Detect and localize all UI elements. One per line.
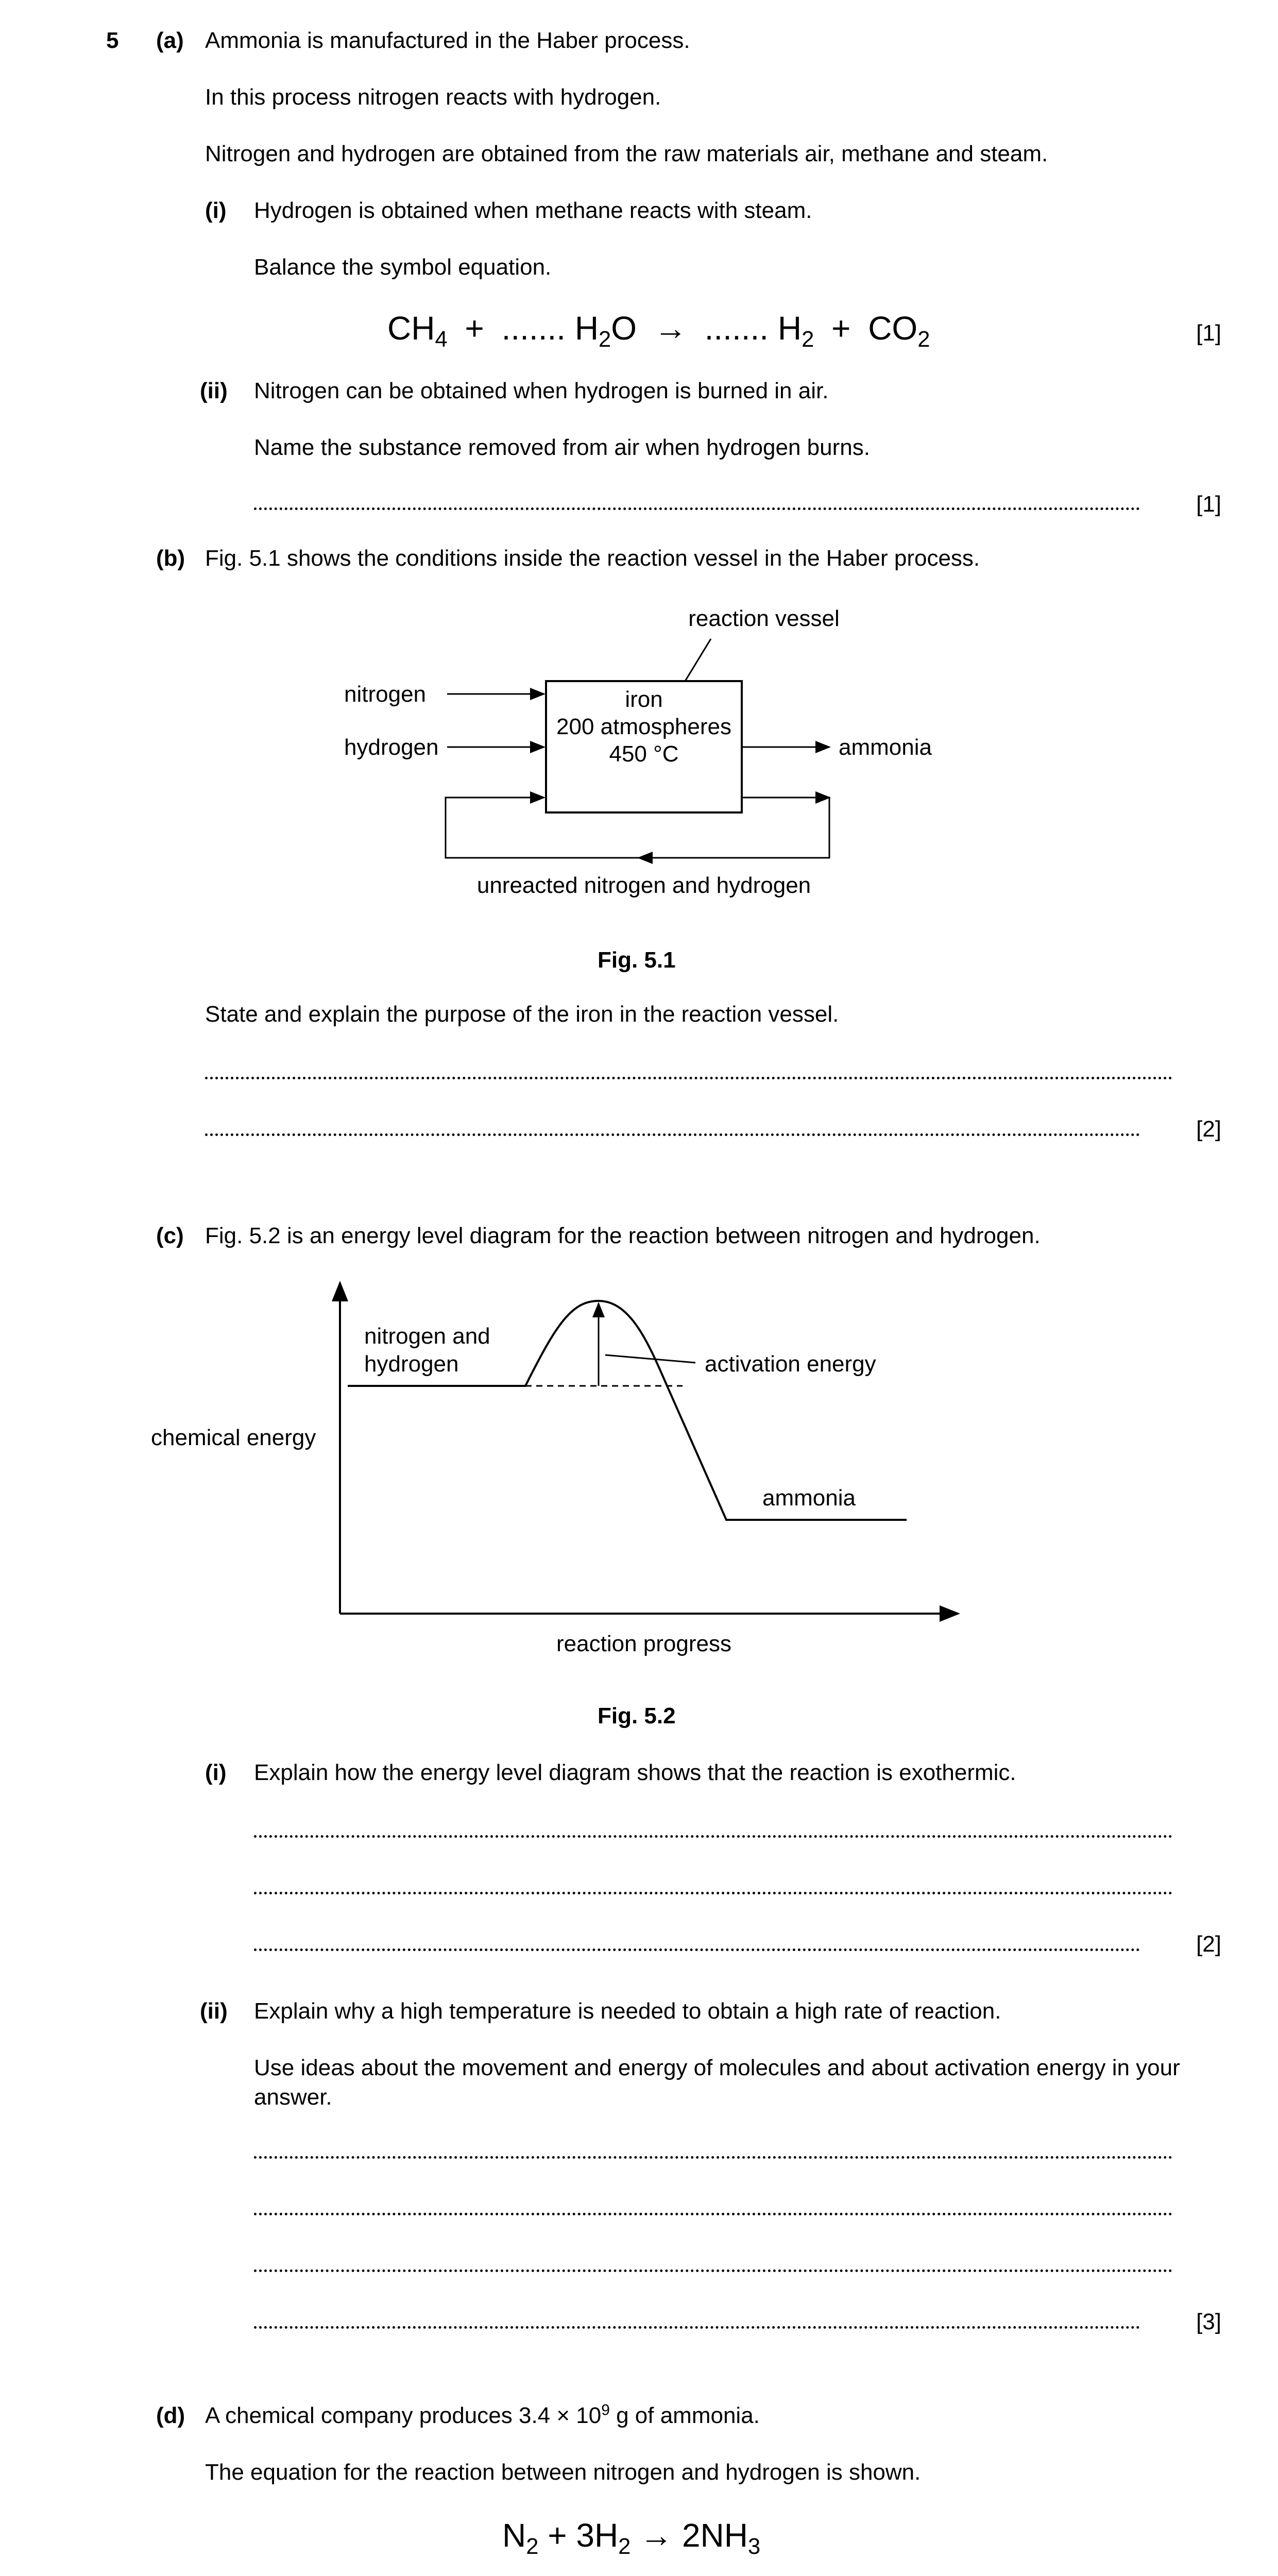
haber-equation: $N_2 + 3H_2 \to 2NH_3$ bbox=[502, 2517, 761, 2559]
activation-energy-label: activation energy bbox=[705, 1351, 876, 1377]
part-a-ii-marks: [1] bbox=[1196, 492, 1221, 517]
fig-5-2-caption: Fig. 5.2 bbox=[598, 1703, 676, 1728]
part-c-i-marks: [2] bbox=[1196, 1931, 1221, 1957]
answer-line[interactable] bbox=[254, 2156, 1172, 2159]
part-d-line2: The equation for the reaction between nitrogen and hydrogen is shown. bbox=[205, 2460, 921, 2485]
part-b-marks: [2] bbox=[1196, 1116, 1221, 1142]
part-c-ii-text: Explain why a high temperature is needed to obtain a high rate of reaction. bbox=[254, 1998, 1001, 2024]
reaction-vessel-label: reaction vessel bbox=[688, 606, 840, 631]
part-a-ii-instruction: Name the substance removed from air when hydrogen burns. bbox=[254, 435, 870, 460]
part-c-ii-marks: [3] bbox=[1196, 2309, 1221, 2334]
part-c-text: Fig. 5.2 is an energy level diagram for the reaction between nitrogen and hydrogen. bbox=[205, 1223, 1041, 1248]
part-a-ii-label: (ii) bbox=[200, 378, 228, 403]
part-a-line3: Nitrogen and hydrogen are obtained from the raw materials air, methane and steam. bbox=[205, 141, 1048, 166]
part-c-label: (c) bbox=[156, 1223, 184, 1248]
part-b-question: State and explain the purpose of the iron in the reaction vessel. bbox=[205, 1002, 839, 1027]
part-a-ii-text: Nitrogen can be obtained when hydrogen is burned in air. bbox=[254, 378, 829, 403]
fig-5-1-caption: Fig. 5.1 bbox=[598, 947, 676, 973]
part-d-label: (d) bbox=[156, 2403, 185, 2428]
energy-level-diagram bbox=[0, 1236, 1278, 1674]
recycle-loop bbox=[446, 798, 829, 858]
part-d-production: A chemical company produces $3.4 \times 10^9$ g of ammonia. bbox=[205, 2401, 760, 2428]
part-a-line2: In this process nitrogen reacts with hydrogen. bbox=[205, 84, 661, 110]
question-number: 5 bbox=[106, 28, 119, 53]
answer-line[interactable] bbox=[254, 1948, 1140, 1951]
part-b-label: (b) bbox=[156, 546, 185, 571]
part-a-i-label: (i) bbox=[205, 198, 227, 223]
part-c-i-text: Explain how the energy level diagram shows that the reaction is exothermic. bbox=[254, 1760, 1016, 1785]
part-a-label: (a) bbox=[156, 28, 184, 53]
activation-pointer-line bbox=[605, 1355, 695, 1363]
part-c-i-label: (i) bbox=[205, 1760, 227, 1785]
box-catalyst-text: iron bbox=[625, 687, 663, 712]
y-axis-label: chemical energy bbox=[151, 1425, 316, 1450]
part-a-intro: Ammonia is manufactured in the Haber process. bbox=[205, 28, 690, 53]
x-axis-label: reaction progress bbox=[556, 1631, 731, 1656]
box-temperature-text: 450 °C bbox=[609, 741, 679, 767]
hydrogen-input-label: hydrogen bbox=[344, 735, 439, 760]
answer-line[interactable] bbox=[254, 2326, 1140, 2329]
ammonia-output-label: ammonia bbox=[839, 735, 932, 760]
methane-steam-equation: $CH_4$ + ....... $H_2O$ → ....... $H_2 + CO_2$ bbox=[387, 310, 930, 352]
nitrogen-input-label: nitrogen bbox=[344, 682, 427, 707]
answer-line[interactable] bbox=[254, 2269, 1172, 2272]
answer-line[interactable] bbox=[254, 2213, 1172, 2215]
answer-line[interactable] bbox=[254, 1835, 1172, 1838]
haber-process-diagram bbox=[0, 0, 1278, 927]
part-a-i-instruction: Balance the symbol equation. bbox=[254, 255, 552, 280]
part-a-i-text: Hydrogen is obtained when methane reacts with steam. bbox=[254, 198, 812, 223]
answer-line[interactable] bbox=[254, 1892, 1172, 1894]
answer-line[interactable] bbox=[205, 1077, 1172, 1079]
part-b-text: Fig. 5.1 shows the conditions inside the reaction vessel in the Haber process. bbox=[205, 546, 980, 571]
part-c-ii-label: (ii) bbox=[200, 1998, 228, 2024]
reactants-label-line1: nitrogen and bbox=[364, 1324, 490, 1349]
product-label: ammonia bbox=[762, 1485, 856, 1511]
vessel-pointer-line bbox=[685, 639, 711, 681]
reactants-label-line2: hydrogen bbox=[364, 1351, 459, 1377]
recycle-label: unreacted nitrogen and hydrogen bbox=[476, 873, 811, 898]
part-c-ii-instruction: Use ideas about the movement and energy of molecules and about activation energy in your answer. bbox=[254, 2055, 1180, 2110]
box-pressure-text: 200 atmospheres bbox=[556, 714, 731, 739]
answer-line[interactable] bbox=[205, 1133, 1140, 1136]
part-a-i-marks: [1] bbox=[1196, 320, 1221, 346]
